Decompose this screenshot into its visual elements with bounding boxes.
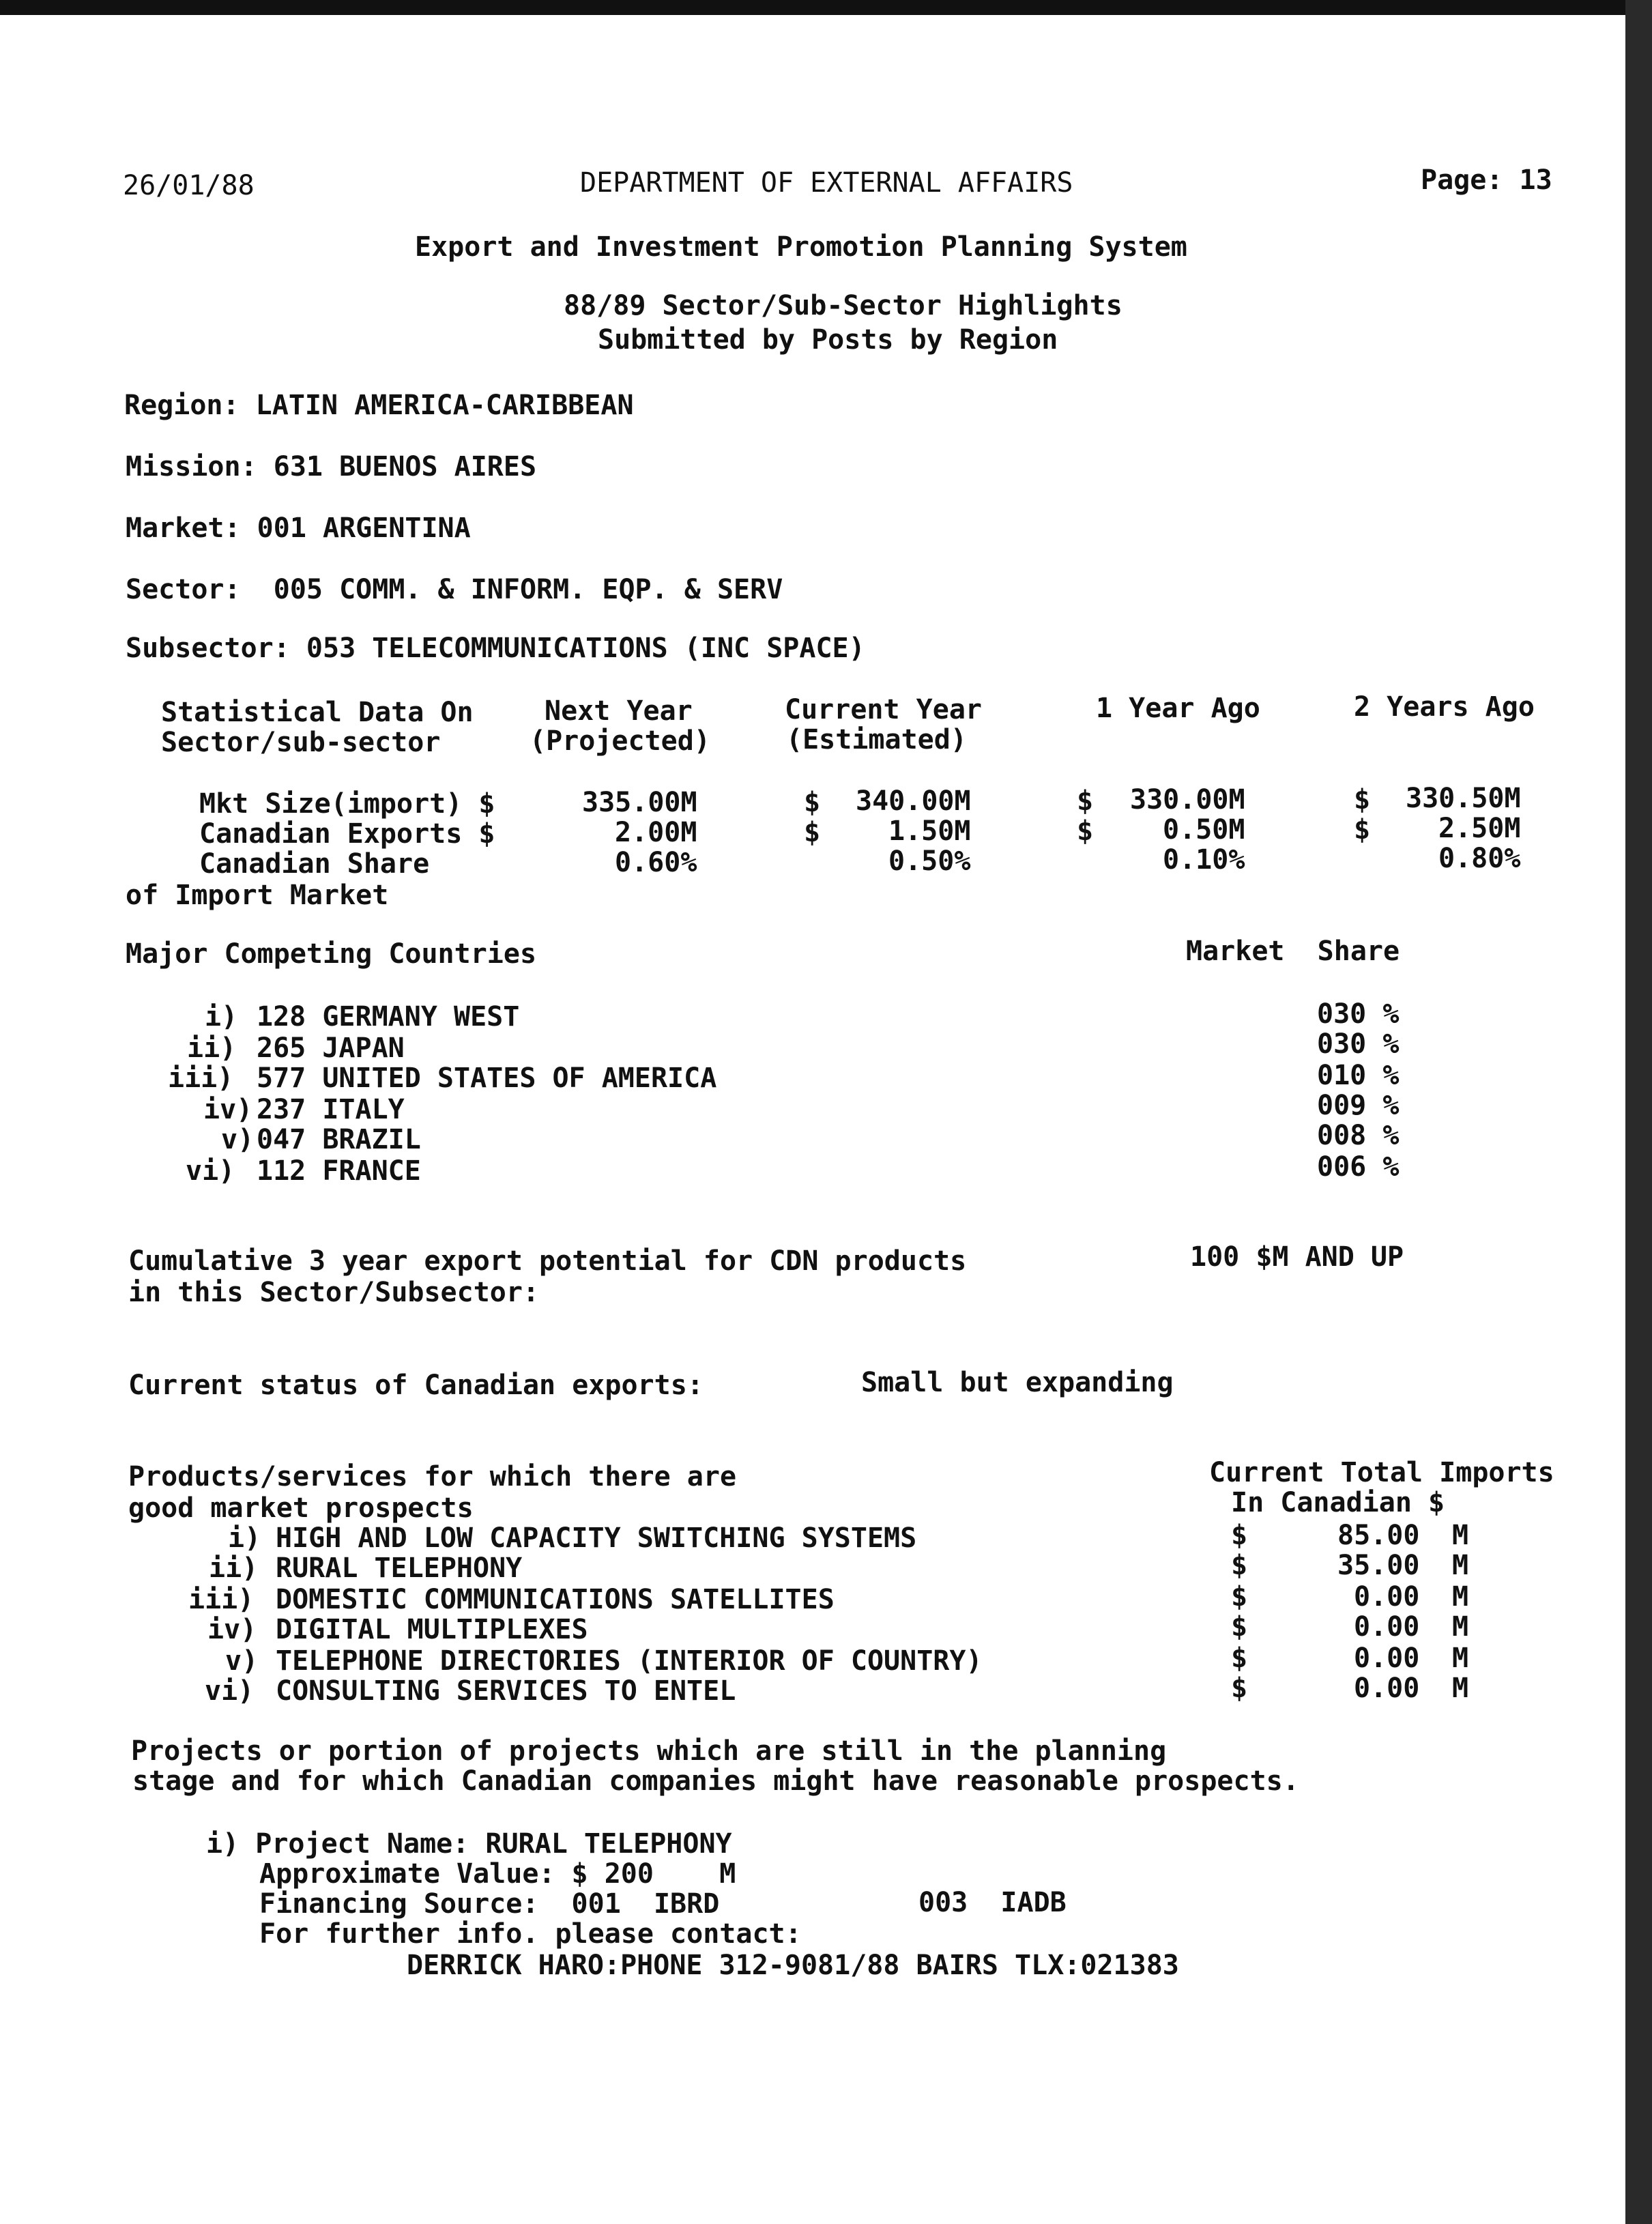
competitor-share: 006 % — [1317, 1151, 1400, 1183]
competitor-share: 009 % — [1317, 1090, 1400, 1121]
potential-label-2: in this Sector/Subsector: — [128, 1277, 540, 1308]
market-field: Market: 001 ARGENTINA — [126, 512, 471, 544]
stats-cell: 1.50M — [888, 815, 971, 847]
stats-header-next-1: Next Year — [545, 695, 693, 727]
scan-top-border — [0, 0, 1652, 15]
product-num: vi) — [205, 1675, 255, 1707]
product-currency: $ — [1231, 1550, 1248, 1581]
competitor-num: iii) — [168, 1063, 234, 1094]
product-value: 35.00 — [1337, 1550, 1420, 1581]
products-col-header-2: In Canadian $ — [1231, 1487, 1445, 1518]
stats-header-1y: 1 Year Ago — [1096, 693, 1260, 724]
competitor-share: 030 % — [1317, 998, 1400, 1030]
competitor-name: 237 ITALY — [257, 1094, 405, 1125]
potential-label-1: Cumulative 3 year export potential for CDN products — [128, 1245, 967, 1277]
competitor-num: i) — [205, 1001, 238, 1032]
report-title: 88/89 Sector/Sub-Sector Highlights — [564, 290, 1122, 321]
project-financing: Financing Source: 001 IBRD — [259, 1888, 720, 1920]
product-unit: M — [1452, 1520, 1469, 1551]
projects-label-1: Projects or portion of projects which are still in the planning — [131, 1735, 1167, 1767]
product-num: iv) — [207, 1614, 257, 1645]
stats-currency: $ — [804, 817, 821, 848]
project-contact: DERRICK HARO:PHONE 312-9081/88 BAIRS TLX:021383 — [407, 1950, 1179, 1981]
stats-cell: 0.50M — [1163, 814, 1245, 846]
stats-row-label: Mkt Size(import) $ — [199, 788, 495, 820]
product-value: 0.00 — [1354, 1611, 1420, 1643]
competitor-share: 030 % — [1317, 1028, 1400, 1060]
competitor-num: ii) — [187, 1032, 237, 1064]
stats-header-label-2: Sector/sub-sector — [161, 727, 441, 758]
product-currency: $ — [1231, 1643, 1248, 1674]
report-date: 26/01/88 — [123, 170, 255, 201]
products-label-1: Products/services for which there are — [128, 1461, 737, 1492]
stats-row-label: Canadian Share — [199, 848, 430, 880]
product-value: 0.00 — [1354, 1643, 1420, 1674]
scan-right-border — [1625, 0, 1652, 2224]
product-name: RURAL TELEPHONY — [276, 1553, 523, 1584]
competitor-name: 112 FRANCE — [257, 1155, 421, 1187]
mission-field: Mission: 631 BUENOS AIRES — [126, 451, 537, 482]
project-value: Approximate Value: $ 200 M — [259, 1858, 736, 1890]
scan-right-line — [1616, 15, 1620, 2224]
product-value: 0.00 — [1354, 1673, 1420, 1704]
product-value: 85.00 — [1337, 1520, 1420, 1551]
product-unit: M — [1452, 1643, 1469, 1674]
stats-currency: $ — [1354, 814, 1371, 846]
region-field: Region: LATIN AMERICA-CARIBBEAN — [124, 390, 634, 421]
product-num: v) — [225, 1645, 259, 1677]
product-num: i) — [228, 1522, 261, 1554]
stats-currency: $ — [1077, 815, 1094, 847]
product-unit: M — [1452, 1550, 1469, 1581]
stats-header-current-2: (Estimated) — [786, 724, 967, 755]
product-name: DOMESTIC COMMUNICATIONS SATELLITES — [276, 1584, 835, 1615]
stats-cell: 0.10% — [1163, 844, 1245, 876]
product-name: HIGH AND LOW CAPACITY SWITCHING SYSTEMS — [276, 1522, 917, 1554]
stats-header-current-1: Current Year — [785, 694, 982, 725]
status-value: Small but expanding — [861, 1367, 1174, 1398]
competitor-num: iv) — [203, 1094, 253, 1125]
stats-currency: $ — [1354, 784, 1371, 815]
report-subtitle: Submitted by Posts by Region — [598, 324, 1058, 356]
product-num: ii) — [209, 1553, 259, 1584]
sector-field: Sector: 005 COMM. & INFORM. EQP. & SERV — [126, 574, 783, 605]
stats-cell: 0.60% — [615, 847, 697, 878]
competitor-name: 128 GERMANY WEST — [257, 1001, 520, 1032]
stats-row-label-cont: of Import Market — [126, 880, 389, 911]
stats-cell: 0.50% — [888, 846, 971, 877]
stats-header-label-1: Statistical Data On — [161, 697, 474, 728]
stats-cell: 340.00M — [856, 785, 971, 817]
competitor-num: v) — [221, 1124, 255, 1155]
status-label: Current status of Canadian exports: — [128, 1370, 704, 1401]
product-num: iii) — [188, 1584, 255, 1615]
project-contact-label: For further info. please contact: — [259, 1918, 802, 1950]
subsector-field: Subsector: 053 TELECOMMUNICATIONS (INC SPACE) — [126, 633, 865, 664]
products-label-2: good market prospects — [128, 1492, 474, 1524]
stats-cell: 330.50M — [1406, 783, 1521, 814]
product-unit: M — [1452, 1581, 1469, 1613]
stats-cell: 335.00M — [582, 787, 697, 818]
competitors-share-header: Market Share — [1186, 936, 1400, 967]
stats-header-2y: 2 Years Ago — [1354, 691, 1535, 723]
competitor-name: 577 UNITED STATES OF AMERICA — [257, 1063, 717, 1094]
stats-currency: $ — [1077, 785, 1094, 817]
competitors-title: Major Competing Countries — [126, 938, 537, 970]
product-currency: $ — [1231, 1611, 1248, 1643]
competitor-name: 047 BRAZIL — [257, 1124, 421, 1155]
competitor-name: 265 JAPAN — [257, 1032, 405, 1064]
products-col-header-1: Current Total Imports — [1209, 1457, 1554, 1488]
competitor-share: 010 % — [1317, 1060, 1400, 1091]
page-number: Page: 13 — [1421, 164, 1552, 196]
stats-currency: $ — [804, 787, 821, 818]
product-name: TELEPHONE DIRECTORIES (INTERIOR OF COUNTRY) — [276, 1645, 983, 1677]
product-value: 0.00 — [1354, 1581, 1420, 1613]
competitor-num: vi) — [186, 1155, 235, 1187]
stats-row-label: Canadian Exports $ — [199, 818, 495, 850]
projects-label-2: stage and for which Canadian companies might have reasonable prospects. — [132, 1765, 1299, 1797]
product-unit: M — [1452, 1611, 1469, 1643]
stats-cell: 2.00M — [615, 817, 697, 848]
stats-header-next-2: (Projected) — [530, 725, 710, 757]
competitor-share: 008 % — [1317, 1120, 1400, 1151]
project-name: i) Project Name: RURAL TELEPHONY — [206, 1828, 732, 1860]
product-currency: $ — [1231, 1673, 1248, 1704]
department-title: DEPARTMENT OF EXTERNAL AFFAIRS — [580, 167, 1073, 199]
potential-value: 100 $M AND UP — [1190, 1241, 1404, 1273]
stats-cell: 2.50M — [1438, 813, 1521, 844]
stats-cell: 330.00M — [1130, 784, 1245, 815]
product-currency: $ — [1231, 1520, 1248, 1551]
product-name: CONSULTING SERVICES TO ENTEL — [276, 1675, 736, 1707]
stats-cell: 0.80% — [1438, 843, 1521, 874]
product-currency: $ — [1231, 1581, 1248, 1613]
system-title: Export and Investment Promotion Planning System — [415, 231, 1187, 263]
project-financing-2: 003 IADB — [918, 1887, 1067, 1918]
product-name: DIGITAL MULTIPLEXES — [276, 1614, 588, 1645]
product-unit: M — [1452, 1673, 1469, 1704]
